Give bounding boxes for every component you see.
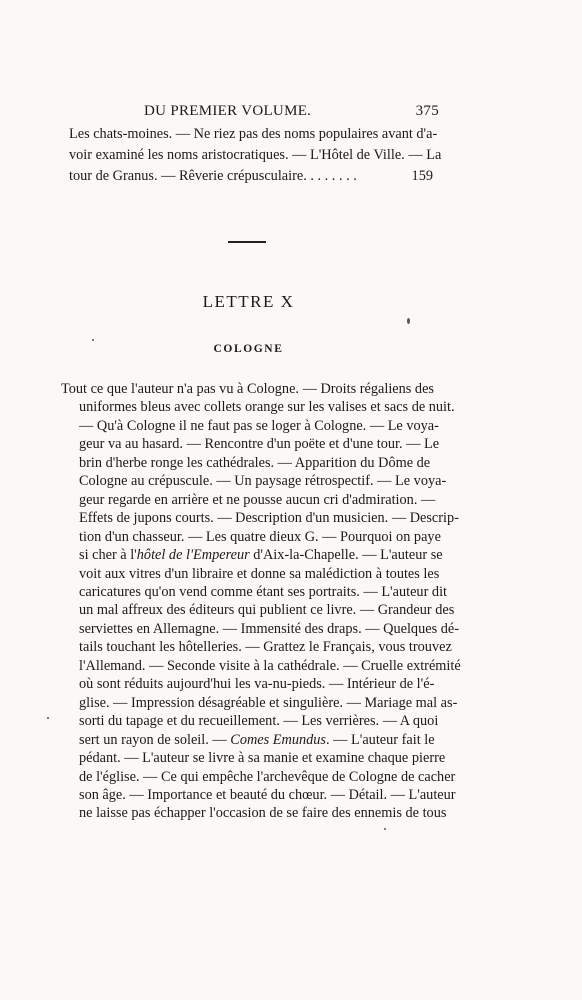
line-segment: si cher à l'	[79, 547, 137, 564]
italic-hotel-name: hôtel de l'Empereur	[136, 547, 250, 564]
summary-line: uniformes bleus avec collets orange sur les valises et sacs de nuit.	[79, 399, 455, 416]
summary-line: pédant. — L'auteur se livre à sa manie et examine chaque pierre	[79, 750, 446, 767]
summary-line: tion d'un chasseur. — Les quatre dieux G. — Pourquoi on paye	[79, 528, 441, 545]
summary-line: son âge. — Importance et beauté du chœur. — Détail. — L'auteur	[79, 786, 456, 803]
summary-line: geur va au hasard. — Rencontre d'un poëte et d'une tour. — Le	[79, 436, 440, 453]
ink-speck	[384, 828, 386, 830]
line-segment: d'Aix-la-Chapelle. — L'auteur se	[249, 547, 443, 564]
summary-line: Cologne au crépuscule. — Un paysage rétrospectif. — Le voya-	[79, 473, 447, 490]
summary-line: sorti du tapage et du recueillement. — Les verrières. — A quoi	[79, 713, 439, 730]
italic-latin-phrase: Comes Emundus	[230, 731, 326, 748]
summary-line: de l'église. — Ce qui empêche l'archevêque de Cologne de cacher	[79, 768, 456, 785]
running-head-title: DU PREMIER VOLUME.	[144, 103, 312, 119]
summary-line: brin d'herbe ronge les cathédrales. — Apparition du Dôme de	[79, 454, 431, 471]
section-divider	[228, 241, 266, 243]
summary-line: tails touchant les hôtelleries. — Grattez le Français, vous trouvez	[79, 639, 452, 656]
letter-heading: LETTRE X	[202, 292, 295, 311]
line-segment: sert un rayon de soleil. —	[79, 731, 231, 748]
summary-line: Effets de jupons courts. — Description d'un musicien. — Descrip-	[79, 510, 459, 527]
summary-line: un mal affreux des éditeurs qui publient ce livre. — Grandeur des	[79, 602, 455, 619]
summary-line: glise. — Impression désagréable et singulière. — Mariage mal as-	[79, 694, 458, 711]
ink-speck	[92, 339, 94, 341]
line-segment: . — L'auteur fait le	[326, 731, 435, 748]
summary-line: voit aux vitres d'un libraire et donne sa malédiction à toutes les	[79, 565, 440, 582]
summary-line: Tout ce que l'auteur n'a pas vu à Cologne. — Droits régaliens des	[61, 381, 434, 397]
letter-summary	[61, 380, 461, 823]
ink-speck	[407, 318, 410, 324]
summary-line	[69, 166, 437, 187]
summary-line: geur regarde en arrière et ne pousse aucun cri d'admiration. —	[79, 491, 436, 508]
summary-line	[61, 546, 443, 564]
summary-line: où sont réduits aujourd'hui les va-nu-pieds. — Intérieur de l'é-	[79, 676, 435, 693]
letter-subheading: COLOGNE	[213, 343, 284, 355]
summary-line	[61, 731, 437, 749]
previous-letter-summary	[69, 124, 442, 187]
summary-line: l'Allemand. — Seconde visite à la cathédrale. — Cruelle extrémité	[79, 657, 461, 674]
summary-line: Les chats-moines. — Ne riez pas des noms populaires avant d'a-	[69, 126, 438, 142]
summary-line: ne laisse pas échapper l'occasion de se faire des ennemis de tous	[79, 805, 447, 822]
page-reference: 159	[411, 168, 433, 184]
summary-line: caricatures qu'on vend comme étant ses portraits. — L'auteur dit	[79, 583, 448, 600]
summary-line: — Qu'à Cologne il ne faut pas se loger à Cologne. — Le voya-	[79, 417, 439, 434]
ink-speck	[47, 717, 49, 719]
summary-line-text: tour de Granus. — Rêverie crépusculaire. . . . . . . .	[69, 168, 357, 184]
summary-line: serviettes en Allemagne. — Immensité des draps. — Quelques dé-	[79, 620, 459, 637]
summary-line: voir examiné les noms aristocratiques. — L'Hôtel de Ville. — La	[69, 147, 442, 163]
page-number: 375	[415, 103, 439, 119]
